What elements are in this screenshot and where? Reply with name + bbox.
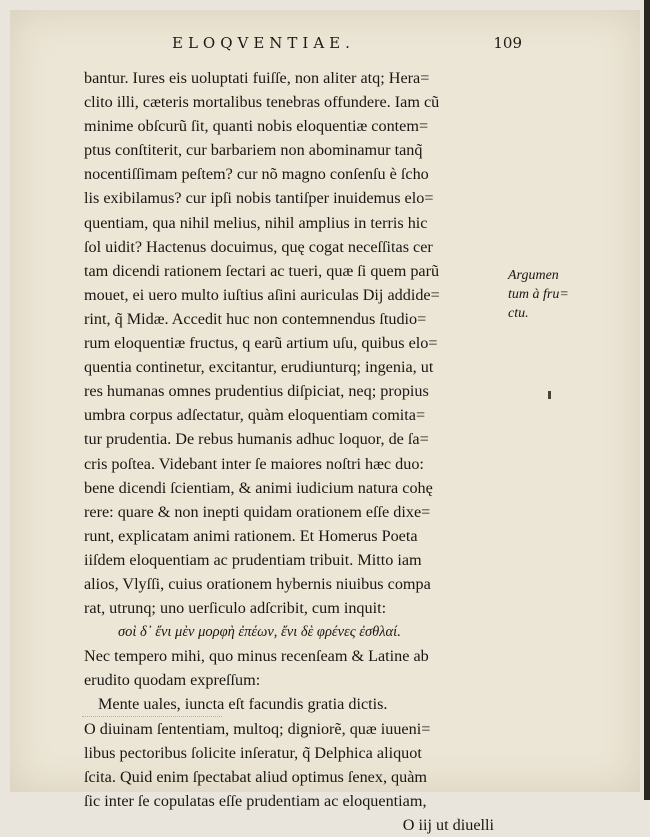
marginal-note-line: tum à fru= (508, 287, 569, 302)
text-line: libus pectoribus ſolicite inſeratur, q̃ Delphica aliquot (84, 743, 422, 762)
text-line: ptus conſtiterit, cur barbariem non abominamur tanq̃ (84, 141, 423, 160)
marginal-note-line: Argumen (508, 268, 559, 283)
latin-verse: Mente uales, iuncta eſt facundis gratia dictis. (98, 695, 388, 714)
paper-smudge (82, 706, 222, 717)
text-line: clito illi, cæteris mortalibus tenebras offundere. Iam cũ (84, 93, 440, 112)
text-line: rint, q̃ Midæ. Accedit huc non contemnendus ſtudio= (84, 309, 427, 328)
text-line: runt, explicatam animi rationem. Et Homerus Poeta (84, 526, 418, 545)
text-line: ſic inter ſe copulatas eſſe prudentiam ac eloquentiam, (84, 791, 427, 810)
text-line: bantur. Iures eis uoluptati fuiſſe, non aliter atq; Hera= (84, 69, 430, 87)
text-line: alios, Vlyſſi, cuius orationem hybernis niuibus compa (84, 574, 431, 593)
text-line: rat, utrunq; uno uerſiculo adſcribit, cum inquit: (84, 599, 387, 618)
running-head: ELOQVENTIAE. (172, 34, 355, 52)
text-line: tur prudentia. De rebus humanis adhuc loquor, de ſa= (84, 430, 429, 449)
text-line: O diuinam ſententiam, multoq; digniorẽ, quæ iuueni= (84, 719, 431, 738)
text-line: rum eloquentiæ fructus, q earũ artium uſu, quibus elo= (84, 334, 438, 353)
body-text (84, 66, 502, 837)
text-line: ſcita. Quid enim ſpectabat aliud optimus ſenex, quàm (84, 767, 427, 786)
text-line: quentia continetur, excitantur, erudiunturq; ingenia, ut (84, 358, 434, 377)
ink-mark (548, 391, 551, 399)
text-line: erudito quodam expreſſum: (84, 671, 261, 690)
scan-edge (644, 0, 650, 800)
text-line: nocentiſſimam peſtem? cur nõ magno conſenſu è ſcho (84, 165, 429, 184)
text-line: minime obſcurũ ſit, quanti nobis eloquentiæ contem= (84, 117, 429, 136)
greek-verse: σοὶ δ᾽ ἔνι μὲν μορφὴ ἐπέων, ἔνι δὲ φρένες ἐσθλαί. (118, 624, 401, 641)
text-line: tam dicendi rationem ſectari ac tueri, quæ ſi quem parũ (84, 261, 440, 280)
marginal-note-line: ctu. (508, 306, 529, 321)
text-line: bene dicendi ſcientiam, & animi iudicium natura cohę (84, 478, 433, 497)
text-line: rere: quare & non inepti quidam orationem eſſe dixe= (84, 502, 431, 521)
text-line: lis exibilamus? cur ipſi nobis tantiſper inuidemus elo= (84, 189, 434, 208)
page-header (172, 34, 522, 56)
text-line: Nec tempero mihi, quo minus recenſeam & Latine ab (84, 647, 429, 666)
page-number: 109 (493, 34, 522, 52)
text-line: res humanas omnes prudentius diſpiciat, neq; propius (84, 382, 429, 401)
text-line: quentiam, qua nihil melius, nihil amplius in terris hic (84, 213, 428, 232)
text-line: mouet, ei uero multo iuſtius aſini auriculas Dij addide= (84, 285, 440, 304)
text-line: ſol uidit? Hactenus docuimus, quę cogat neceſſitas cer (84, 237, 433, 256)
text-line: cris poſtea. Videbant inter ſe maiores noſtri hæc duo: (84, 454, 424, 473)
text-line: iiſdem eloquentiam ac prudentiam tribuit. Mitto iam (84, 550, 422, 569)
marginal-note (508, 266, 588, 323)
signature-catchword: O iij ut diuelli (402, 815, 494, 834)
text-line: umbra corpus adſectatur, quàm eloquentiam comita= (84, 406, 426, 425)
